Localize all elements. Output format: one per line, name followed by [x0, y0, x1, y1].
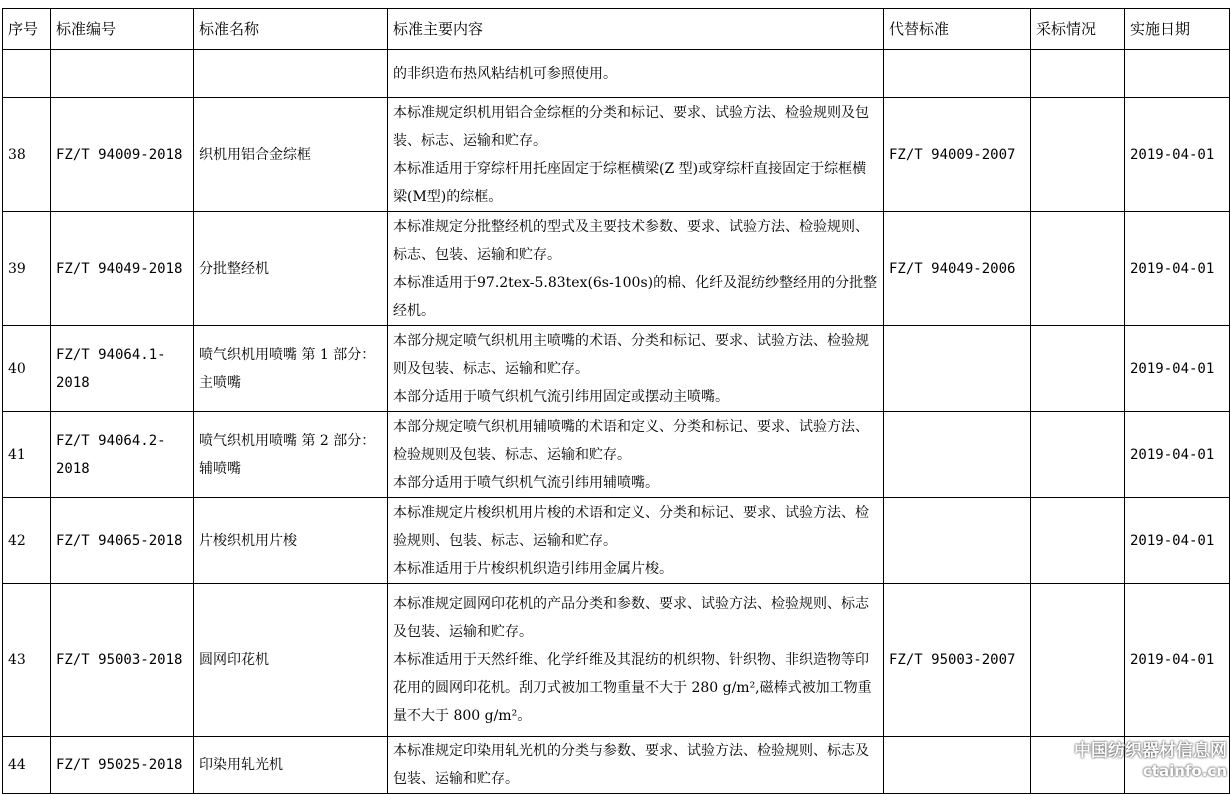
row-adoption — [1031, 326, 1125, 412]
row-content — [388, 326, 884, 412]
header-adoption: 采标情况 — [1031, 9, 1125, 50]
table-row — [3, 50, 1230, 98]
row-content — [388, 498, 884, 584]
standards-table — [2, 8, 1230, 794]
content-paragraph: 本部分规定喷气织机用主喷嘴的术语、分类和标记、要求、试验方法、检验规则及包装、标志、运输和贮存。 — [393, 332, 869, 377]
row-name: 织机用铝合金综框 — [194, 98, 388, 212]
row-code: FZ/T 94064.1-2018 — [51, 326, 194, 412]
row-name: 喷气织机用喷嘴 第 2 部分：辅喷嘴 — [194, 412, 388, 498]
row-name: 喷气织机用喷嘴 第 1 部分：主喷嘴 — [194, 326, 388, 412]
row-replaces — [884, 412, 1031, 498]
row-code: FZ/T 94064.2-2018 — [51, 412, 194, 498]
row-replaces — [884, 737, 1031, 794]
row-num: 38 — [3, 98, 51, 212]
table-row — [3, 412, 1230, 498]
row-date: 2019-04-01 — [1125, 98, 1230, 212]
row-name: 分批整经机 — [194, 212, 388, 326]
row-date — [1125, 50, 1230, 98]
row-replaces: FZ/T 94009-2007 — [884, 98, 1031, 212]
row-name — [194, 50, 388, 98]
row-adoption — [1031, 50, 1125, 98]
row-adoption — [1031, 412, 1125, 498]
row-num — [3, 50, 51, 98]
row-content — [388, 584, 884, 737]
header-name: 标准名称 — [194, 9, 388, 50]
content-paragraph: 的非织造布热风粘结机可参照使用。 — [393, 65, 617, 82]
content-paragraph: 本标准规定分批整经机的型式及主要技术参数、要求、试验方法、检验规则、标志、包装、运输和贮存。 — [393, 218, 869, 263]
header-date: 实施日期 — [1125, 9, 1230, 50]
row-num: 43 — [3, 584, 51, 737]
row-replaces: FZ/T 94049-2006 — [884, 212, 1031, 326]
content-paragraph: 本标准适用于97.2tex-5.83tex(6s-100s)的棉、化纤及混纺纱整经用的分批整经机。 — [393, 274, 878, 319]
row-name: 圆网印花机 — [194, 584, 388, 737]
content-paragraph: 本标准规定印染用轧光机的分类与参数、要求、试验方法、检验规则、标志及包装、运输和贮存。 — [393, 743, 869, 787]
table-row — [3, 584, 1230, 737]
row-replaces — [884, 498, 1031, 584]
header-row — [3, 9, 1230, 50]
table-row — [3, 737, 1230, 794]
table-row — [3, 326, 1230, 412]
row-code — [51, 50, 194, 98]
row-content — [388, 50, 884, 98]
content-paragraph: 本部分适用于喷气织机气流引纬用辅喷嘴。 — [393, 474, 659, 491]
header-replaces: 代替标准 — [884, 9, 1031, 50]
row-content — [388, 98, 884, 212]
table-row — [3, 212, 1230, 326]
row-replaces — [884, 50, 1031, 98]
row-content — [388, 737, 884, 794]
row-code: FZ/T 94009-2018 — [51, 98, 194, 212]
row-name: 片梭织机用片梭 — [194, 498, 388, 584]
table-body — [3, 50, 1230, 794]
content-paragraph: 本标准适用于天然纤维、化学纤维及其混纺的机织物、针织物、非织造物等印花用的圆网印花机。刮刀式被加工物重量不大于 280 g/m²,磁棒式被加工物重量不大于 800 g/m²。 — [393, 652, 872, 724]
header-code: 标准编号 — [51, 9, 194, 50]
row-date: 2019-04-01 — [1125, 326, 1230, 412]
row-adoption — [1031, 98, 1125, 212]
row-adoption — [1031, 584, 1125, 737]
row-date: 2019-04-01 — [1125, 412, 1230, 498]
row-code: FZ/T 94065-2018 — [51, 498, 194, 584]
row-name: 印染用轧光机 — [194, 737, 388, 794]
row-num: 44 — [3, 737, 51, 794]
row-num: 42 — [3, 498, 51, 584]
row-code: FZ/T 95003-2018 — [51, 584, 194, 737]
row-date: 2019-04-01 — [1125, 498, 1230, 584]
row-date: 2019-04-01 — [1125, 584, 1230, 737]
table-row — [3, 498, 1230, 584]
content-paragraph: 本标准适用于片梭织机织造引纬用金属片梭。 — [393, 560, 673, 577]
row-content — [388, 212, 884, 326]
content-paragraph: 本标准规定织机用铝合金综框的分类和标记、要求、试验方法、检验规则及包装、标志、运输和贮存。 — [393, 104, 869, 149]
row-replaces — [884, 326, 1031, 412]
row-adoption — [1031, 498, 1125, 584]
content-paragraph: 本标准适用于穿综杆用托座固定于综框横梁(Z 型)或穿综杆直接固定于综框横梁(M型)的综框。 — [393, 160, 867, 205]
header-num: 序号 — [3, 9, 51, 50]
row-content — [388, 412, 884, 498]
row-code: FZ/T 94049-2018 — [51, 212, 194, 326]
row-replaces: FZ/T 95003-2007 — [884, 584, 1031, 737]
content-paragraph: 本标准规定圆网印花机的产品分类和参数、要求、试验方法、检验规则、标志及包装、运输和贮存。 — [393, 596, 869, 640]
header-content: 标准主要内容 — [388, 9, 884, 50]
watermark-line2: ctainfo.cn — [1142, 762, 1227, 780]
row-num: 40 — [3, 326, 51, 412]
row-code: FZ/T 95025-2018 — [51, 737, 194, 794]
content-paragraph: 本部分适用于喷气织机气流引纬用固定或摆动主喷嘴。 — [393, 388, 729, 405]
content-paragraph: 本标准规定片梭织机用片梭的术语和定义、分类和标记、要求、试验方法、检验规则、包装、标志、运输和贮存。 — [393, 504, 869, 549]
row-date: 2019-04-01 — [1125, 212, 1230, 326]
content-paragraph: 本部分规定喷气织机用辅喷嘴的术语和定义、分类和标记、要求、试验方法、检验规则及包装、标志、运输和贮存。 — [393, 418, 869, 463]
table-row — [3, 98, 1230, 212]
row-num: 41 — [3, 412, 51, 498]
row-adoption — [1031, 212, 1125, 326]
watermark-line1: 中国纺织器材信息网 — [1074, 741, 1227, 761]
watermark — [1074, 741, 1227, 781]
row-num: 39 — [3, 212, 51, 326]
